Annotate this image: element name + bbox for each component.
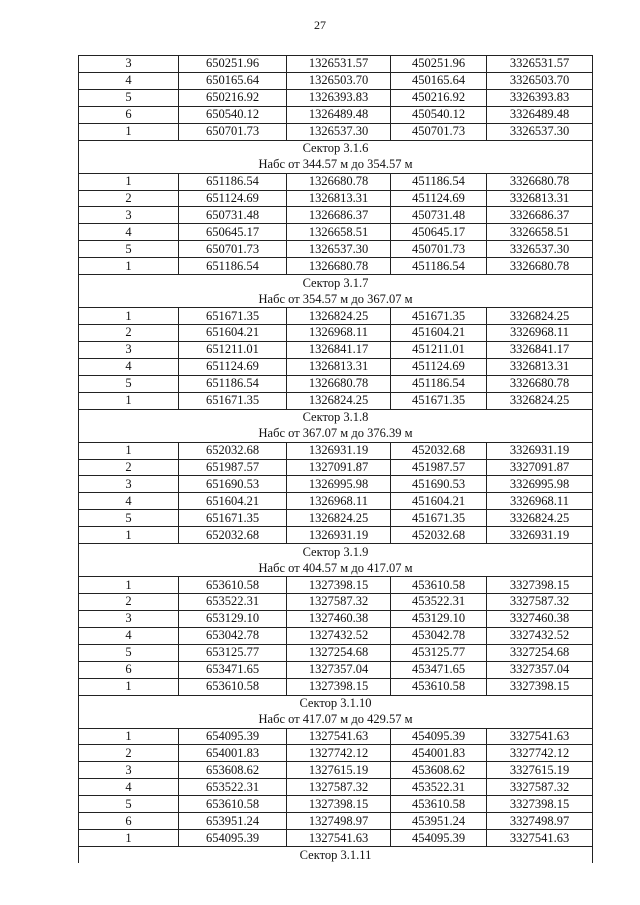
y-coordinate-cell: 1326686.37 <box>287 207 391 224</box>
x-coordinate-cell: 651671.35 <box>179 392 287 409</box>
sector-heading-row <box>79 409 593 425</box>
sector-title: Сектор 3.1.6 <box>79 140 593 156</box>
x-coordinate-alt-cell: 451186.54 <box>391 258 487 275</box>
x-coordinate-alt-cell: 451124.69 <box>391 358 487 375</box>
x-coordinate-alt-cell: 453608.62 <box>391 762 487 779</box>
y-coordinate-alt-cell: 3327742.12 <box>487 745 593 762</box>
table-row <box>79 207 593 224</box>
point-number-cell: 4 <box>79 358 179 375</box>
table-row <box>79 527 593 544</box>
table-row <box>79 56 593 73</box>
point-number-cell: 1 <box>79 442 179 459</box>
y-coordinate-alt-cell: 3327432.52 <box>487 627 593 644</box>
table-row <box>79 72 593 89</box>
y-coordinate-cell: 1326680.78 <box>287 258 391 275</box>
x-coordinate-alt-cell: 451671.35 <box>391 510 487 527</box>
sector-title: Сектор 3.1.7 <box>79 275 593 291</box>
table-row <box>79 830 593 847</box>
x-coordinate-cell: 651124.69 <box>179 190 287 207</box>
sector-heading-row <box>79 544 593 560</box>
table-row <box>79 813 593 830</box>
table-row <box>79 762 593 779</box>
y-coordinate-alt-cell: 3326537.30 <box>487 241 593 258</box>
table-row <box>79 661 593 678</box>
x-coordinate-alt-cell: 451124.69 <box>391 190 487 207</box>
y-coordinate-cell: 1326658.51 <box>287 224 391 241</box>
y-coordinate-cell: 1327357.04 <box>287 661 391 678</box>
y-coordinate-alt-cell: 3326968.11 <box>487 325 593 342</box>
x-coordinate-alt-cell: 450165.64 <box>391 72 487 89</box>
sector-range-row <box>79 560 593 576</box>
y-coordinate-cell: 1326537.30 <box>287 241 391 258</box>
y-coordinate-alt-cell: 3326537.30 <box>487 123 593 140</box>
x-coordinate-alt-cell: 454001.83 <box>391 745 487 762</box>
x-coordinate-cell: 651671.35 <box>179 510 287 527</box>
table-row <box>79 375 593 392</box>
x-coordinate-cell: 654095.39 <box>179 728 287 745</box>
x-coordinate-cell: 653608.62 <box>179 762 287 779</box>
point-number-cell: 5 <box>79 796 179 813</box>
point-number-cell: 1 <box>79 308 179 325</box>
coordinates-table-body <box>79 56 593 864</box>
x-coordinate-alt-cell: 451186.54 <box>391 173 487 190</box>
y-coordinate-cell: 1327615.19 <box>287 762 391 779</box>
x-coordinate-alt-cell: 453522.31 <box>391 779 487 796</box>
y-coordinate-cell: 1327398.15 <box>287 678 391 695</box>
y-coordinate-cell: 1327742.12 <box>287 745 391 762</box>
y-coordinate-cell: 1327541.63 <box>287 830 391 847</box>
point-number-cell: 1 <box>79 527 179 544</box>
y-coordinate-alt-cell: 3326813.31 <box>487 358 593 375</box>
y-coordinate-cell: 1327498.97 <box>287 813 391 830</box>
x-coordinate-alt-cell: 453522.31 <box>391 594 487 611</box>
x-coordinate-alt-cell: 451671.35 <box>391 308 487 325</box>
y-coordinate-cell: 1327587.32 <box>287 779 391 796</box>
x-coordinate-cell: 651671.35 <box>179 308 287 325</box>
y-coordinate-alt-cell: 3327091.87 <box>487 459 593 476</box>
point-number-cell: 2 <box>79 594 179 611</box>
y-coordinate-cell: 1326393.83 <box>287 89 391 106</box>
table-row <box>79 358 593 375</box>
point-number-cell: 6 <box>79 106 179 123</box>
x-coordinate-cell: 654095.39 <box>179 830 287 847</box>
table-row <box>79 258 593 275</box>
x-coordinate-cell: 650701.73 <box>179 241 287 258</box>
x-coordinate-alt-cell: 450701.73 <box>391 123 487 140</box>
y-coordinate-alt-cell: 3326489.48 <box>487 106 593 123</box>
y-coordinate-cell: 1327432.52 <box>287 627 391 644</box>
y-coordinate-alt-cell: 3327254.68 <box>487 644 593 661</box>
x-coordinate-cell: 653610.58 <box>179 577 287 594</box>
point-number-cell: 4 <box>79 224 179 241</box>
y-coordinate-cell: 1326968.11 <box>287 325 391 342</box>
coordinates-table <box>78 55 593 863</box>
y-coordinate-cell: 1326968.11 <box>287 493 391 510</box>
x-coordinate-cell: 650540.12 <box>179 106 287 123</box>
x-coordinate-cell: 653610.58 <box>179 796 287 813</box>
x-coordinate-cell: 651186.54 <box>179 173 287 190</box>
y-coordinate-alt-cell: 3327541.63 <box>487 830 593 847</box>
sector-heading-row <box>79 275 593 291</box>
point-number-cell: 1 <box>79 830 179 847</box>
x-coordinate-cell: 651211.01 <box>179 341 287 358</box>
x-coordinate-cell: 650701.73 <box>179 123 287 140</box>
y-coordinate-alt-cell: 3326931.19 <box>487 527 593 544</box>
x-coordinate-alt-cell: 451690.53 <box>391 476 487 493</box>
y-coordinate-cell: 1326841.17 <box>287 341 391 358</box>
y-coordinate-alt-cell: 3327398.15 <box>487 796 593 813</box>
x-coordinate-alt-cell: 451604.21 <box>391 325 487 342</box>
x-coordinate-alt-cell: 451671.35 <box>391 392 487 409</box>
y-coordinate-cell: 1326813.31 <box>287 358 391 375</box>
table-row <box>79 610 593 627</box>
y-coordinate-cell: 1326824.25 <box>287 308 391 325</box>
point-number-cell: 6 <box>79 661 179 678</box>
table-row <box>79 594 593 611</box>
table-row <box>79 106 593 123</box>
y-coordinate-alt-cell: 3326680.78 <box>487 375 593 392</box>
x-coordinate-alt-cell: 453951.24 <box>391 813 487 830</box>
table-row <box>79 392 593 409</box>
sector-height-range: Набс от 417.07 м до 429.57 м <box>79 712 593 728</box>
table-row <box>79 459 593 476</box>
x-coordinate-cell: 654001.83 <box>179 745 287 762</box>
x-coordinate-cell: 651186.54 <box>179 375 287 392</box>
y-coordinate-cell: 1327587.32 <box>287 594 391 611</box>
x-coordinate-cell: 653951.24 <box>179 813 287 830</box>
y-coordinate-alt-cell: 3326658.51 <box>487 224 593 241</box>
point-number-cell: 1 <box>79 258 179 275</box>
sector-height-range: Набс от 367.07 м до 376.39 м <box>79 426 593 442</box>
x-coordinate-alt-cell: 452032.68 <box>391 442 487 459</box>
x-coordinate-alt-cell: 453610.58 <box>391 796 487 813</box>
x-coordinate-alt-cell: 453610.58 <box>391 678 487 695</box>
x-coordinate-cell: 650165.64 <box>179 72 287 89</box>
point-number-cell: 5 <box>79 241 179 258</box>
point-number-cell: 3 <box>79 610 179 627</box>
point-number-cell: 5 <box>79 375 179 392</box>
y-coordinate-alt-cell: 3326686.37 <box>487 207 593 224</box>
y-coordinate-cell: 1326680.78 <box>287 173 391 190</box>
x-coordinate-cell: 651604.21 <box>179 325 287 342</box>
point-number-cell: 4 <box>79 627 179 644</box>
x-coordinate-cell: 650731.48 <box>179 207 287 224</box>
y-coordinate-alt-cell: 3327587.32 <box>487 594 593 611</box>
y-coordinate-alt-cell: 3326503.70 <box>487 72 593 89</box>
y-coordinate-cell: 1327091.87 <box>287 459 391 476</box>
sector-title: Сектор 3.1.8 <box>79 409 593 425</box>
table-row <box>79 796 593 813</box>
point-number-cell: 2 <box>79 325 179 342</box>
y-coordinate-cell: 1326931.19 <box>287 527 391 544</box>
x-coordinate-alt-cell: 450216.92 <box>391 89 487 106</box>
x-coordinate-cell: 650645.17 <box>179 224 287 241</box>
point-number-cell: 5 <box>79 89 179 106</box>
x-coordinate-alt-cell: 450731.48 <box>391 207 487 224</box>
x-coordinate-cell: 652032.68 <box>179 442 287 459</box>
y-coordinate-alt-cell: 3327541.63 <box>487 728 593 745</box>
table-row <box>79 644 593 661</box>
sector-title: Сектор 3.1.10 <box>79 695 593 711</box>
point-number-cell: 3 <box>79 56 179 73</box>
table-row <box>79 476 593 493</box>
y-coordinate-cell: 1326995.98 <box>287 476 391 493</box>
x-coordinate-cell: 653522.31 <box>179 779 287 796</box>
point-number-cell: 1 <box>79 678 179 695</box>
sector-height-range: Набс от 354.57 м до 367.07 м <box>79 291 593 307</box>
x-coordinate-cell: 653129.10 <box>179 610 287 627</box>
x-coordinate-cell: 651604.21 <box>179 493 287 510</box>
y-coordinate-alt-cell: 3327498.97 <box>487 813 593 830</box>
y-coordinate-alt-cell: 3327357.04 <box>487 661 593 678</box>
x-coordinate-alt-cell: 450645.17 <box>391 224 487 241</box>
sector-range-row <box>79 712 593 728</box>
table-row <box>79 190 593 207</box>
y-coordinate-alt-cell: 3326813.31 <box>487 190 593 207</box>
page-number: 27 <box>314 18 326 32</box>
x-coordinate-alt-cell: 453471.65 <box>391 661 487 678</box>
x-coordinate-alt-cell: 450251.96 <box>391 56 487 73</box>
table-row <box>79 577 593 594</box>
table-row <box>79 627 593 644</box>
table-row <box>79 173 593 190</box>
y-coordinate-alt-cell: 3326680.78 <box>487 258 593 275</box>
x-coordinate-alt-cell: 451211.01 <box>391 341 487 358</box>
y-coordinate-cell: 1326503.70 <box>287 72 391 89</box>
y-coordinate-alt-cell: 3327398.15 <box>487 577 593 594</box>
y-coordinate-alt-cell: 3326824.25 <box>487 392 593 409</box>
y-coordinate-cell: 1327460.38 <box>287 610 391 627</box>
y-coordinate-alt-cell: 3326680.78 <box>487 173 593 190</box>
point-number-cell: 3 <box>79 476 179 493</box>
x-coordinate-cell: 651124.69 <box>179 358 287 375</box>
x-coordinate-alt-cell: 454095.39 <box>391 830 487 847</box>
point-number-cell: 3 <box>79 341 179 358</box>
table-row <box>79 728 593 745</box>
point-number-cell: 1 <box>79 577 179 594</box>
point-number-cell: 2 <box>79 190 179 207</box>
sector-range-row <box>79 426 593 442</box>
table-row <box>79 493 593 510</box>
y-coordinate-cell: 1326824.25 <box>287 510 391 527</box>
y-coordinate-alt-cell: 3326824.25 <box>487 308 593 325</box>
point-number-cell: 5 <box>79 644 179 661</box>
table-row <box>79 308 593 325</box>
point-number-cell: 1 <box>79 173 179 190</box>
table-row <box>79 224 593 241</box>
x-coordinate-cell: 652032.68 <box>179 527 287 544</box>
x-coordinate-alt-cell: 453125.77 <box>391 644 487 661</box>
y-coordinate-alt-cell: 3326824.25 <box>487 510 593 527</box>
y-coordinate-cell: 1326537.30 <box>287 123 391 140</box>
y-coordinate-alt-cell: 3327615.19 <box>487 762 593 779</box>
y-coordinate-cell: 1326813.31 <box>287 190 391 207</box>
y-coordinate-alt-cell: 3326931.19 <box>487 442 593 459</box>
x-coordinate-cell: 653610.58 <box>179 678 287 695</box>
y-coordinate-cell: 1326824.25 <box>287 392 391 409</box>
point-number-cell: 2 <box>79 459 179 476</box>
table-row <box>79 325 593 342</box>
y-coordinate-cell: 1326489.48 <box>287 106 391 123</box>
x-coordinate-cell: 653042.78 <box>179 627 287 644</box>
x-coordinate-alt-cell: 451987.57 <box>391 459 487 476</box>
x-coordinate-alt-cell: 451604.21 <box>391 493 487 510</box>
x-coordinate-alt-cell: 451186.54 <box>391 375 487 392</box>
point-number-cell: 1 <box>79 728 179 745</box>
point-number-cell: 3 <box>79 207 179 224</box>
y-coordinate-alt-cell: 3326968.11 <box>487 493 593 510</box>
y-coordinate-cell: 1326680.78 <box>287 375 391 392</box>
table-row <box>79 123 593 140</box>
point-number-cell: 3 <box>79 762 179 779</box>
point-number-cell: 6 <box>79 813 179 830</box>
y-coordinate-alt-cell: 3327587.32 <box>487 779 593 796</box>
x-coordinate-cell: 653471.65 <box>179 661 287 678</box>
y-coordinate-cell: 1326531.57 <box>287 56 391 73</box>
table-row <box>79 241 593 258</box>
y-coordinate-cell: 1326931.19 <box>287 442 391 459</box>
table-row <box>79 510 593 527</box>
sector-title: Сектор 3.1.11 <box>79 847 593 863</box>
sector-height-range: Набс от 404.57 м до 417.07 м <box>79 560 593 576</box>
table-row <box>79 779 593 796</box>
table-row <box>79 341 593 358</box>
y-coordinate-alt-cell: 3326841.17 <box>487 341 593 358</box>
x-coordinate-alt-cell: 452032.68 <box>391 527 487 544</box>
x-coordinate-cell: 651987.57 <box>179 459 287 476</box>
point-number-cell: 1 <box>79 123 179 140</box>
point-number-cell: 4 <box>79 72 179 89</box>
x-coordinate-alt-cell: 450701.73 <box>391 241 487 258</box>
point-number-cell: 2 <box>79 745 179 762</box>
x-coordinate-cell: 651186.54 <box>179 258 287 275</box>
x-coordinate-cell: 650251.96 <box>179 56 287 73</box>
y-coordinate-alt-cell: 3327398.15 <box>487 678 593 695</box>
x-coordinate-alt-cell: 453610.58 <box>391 577 487 594</box>
sector-range-row <box>79 157 593 173</box>
sector-heading-row <box>79 847 593 863</box>
table-row <box>79 442 593 459</box>
x-coordinate-cell: 653125.77 <box>179 644 287 661</box>
point-number-cell: 4 <box>79 493 179 510</box>
x-coordinate-cell: 650216.92 <box>179 89 287 106</box>
x-coordinate-alt-cell: 453042.78 <box>391 627 487 644</box>
x-coordinate-alt-cell: 453129.10 <box>391 610 487 627</box>
y-coordinate-cell: 1327398.15 <box>287 796 391 813</box>
sector-heading-row <box>79 140 593 156</box>
y-coordinate-alt-cell: 3326995.98 <box>487 476 593 493</box>
sector-title: Сектор 3.1.9 <box>79 544 593 560</box>
x-coordinate-cell: 653522.31 <box>179 594 287 611</box>
point-number-cell: 1 <box>79 392 179 409</box>
x-coordinate-alt-cell: 450540.12 <box>391 106 487 123</box>
y-coordinate-alt-cell: 3327460.38 <box>487 610 593 627</box>
sector-height-range: Набс от 344.57 м до 354.57 м <box>79 157 593 173</box>
point-number-cell: 5 <box>79 510 179 527</box>
y-coordinate-alt-cell: 3326393.83 <box>487 89 593 106</box>
sector-heading-row <box>79 695 593 711</box>
y-coordinate-cell: 1327541.63 <box>287 728 391 745</box>
point-number-cell: 4 <box>79 779 179 796</box>
sector-range-row <box>79 291 593 307</box>
table-row <box>79 678 593 695</box>
x-coordinate-cell: 651690.53 <box>179 476 287 493</box>
table-row <box>79 745 593 762</box>
y-coordinate-cell: 1327398.15 <box>287 577 391 594</box>
x-coordinate-alt-cell: 454095.39 <box>391 728 487 745</box>
y-coordinate-alt-cell: 3326531.57 <box>487 56 593 73</box>
y-coordinate-cell: 1327254.68 <box>287 644 391 661</box>
table-row <box>79 89 593 106</box>
